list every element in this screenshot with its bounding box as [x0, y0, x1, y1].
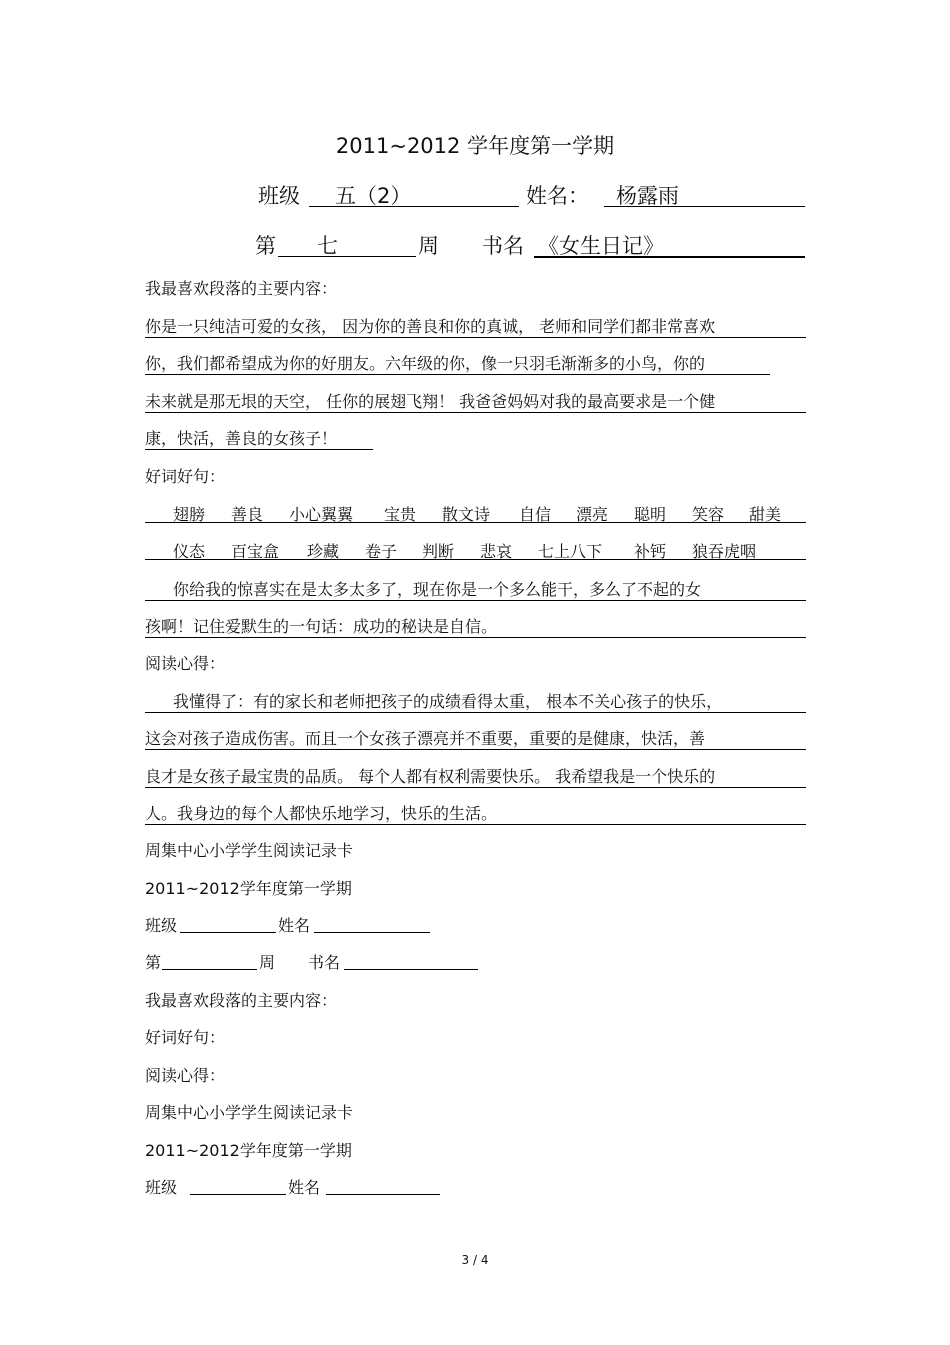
card1-term: 2011~2012学年度第一学期 — [145, 879, 352, 898]
card1-good-words-label: 好词好句： — [145, 1028, 226, 1047]
word: 自信 — [519, 505, 552, 524]
good-sentence-line: 你给我的惊喜实在是太多太多了，现在你是一个多么能干，多么了不起的女 — [145, 577, 806, 601]
card1-reflection-label: 阅读心得： — [145, 1066, 226, 1085]
card1-main-content-label: 我最喜欢段落的主要内容： — [145, 991, 338, 1010]
card1-week-label-post: 周 — [259, 953, 276, 972]
word: 仪态 — [173, 542, 206, 561]
card2-class-blank[interactable] — [190, 1194, 286, 1195]
week-label-pre: 第 — [255, 234, 276, 258]
word: 聪明 — [634, 505, 667, 524]
card1-week-label-pre: 第 — [145, 953, 162, 972]
card1-week-blank[interactable] — [162, 969, 257, 970]
word: 翅膀 — [173, 505, 206, 524]
card2-term: 2011~2012学年度第一学期 — [145, 1141, 352, 1160]
reflection-label: 阅读心得： — [145, 654, 226, 673]
word: 悲哀 — [480, 542, 513, 561]
class-label: 班级 — [258, 184, 300, 208]
word: 甜美 — [749, 505, 782, 524]
card1-book-blank[interactable] — [344, 969, 478, 970]
word: 卷子 — [365, 542, 398, 561]
card1-name-label: 姓名 — [278, 916, 311, 935]
reflection-line: 这会对孩子造成伤害。而且一个女孩子漂亮并不重要，重要的是健康，快活，善 — [145, 726, 806, 750]
card2-name-label: 姓名 — [288, 1178, 321, 1197]
word: 补钙 — [634, 542, 667, 561]
good-words-label: 好词好句： — [145, 467, 226, 486]
word: 笑容 — [692, 505, 725, 524]
word: 狼吞虎咽 — [692, 542, 757, 561]
main-content-line: 康，快活，善良的女孩子！ — [145, 426, 806, 450]
main-content-line: 未来就是那无垠的天空， 任你的展翅飞翔！ 我爸爸妈妈对我的最高要求是一个健 — [145, 389, 806, 413]
word: 小心翼翼 — [289, 505, 354, 524]
word: 珍藏 — [307, 542, 340, 561]
page-title: 2011~2012 学年度第一学期 — [335, 134, 615, 158]
word: 宝贵 — [384, 505, 417, 524]
word: 判断 — [422, 542, 455, 561]
card2-school-title: 周集中心小学学生阅读记录卡 — [145, 1103, 354, 1122]
card1-name-blank[interactable] — [314, 932, 430, 933]
book-label: 书名 — [482, 234, 524, 258]
name-value: 杨露雨 — [616, 184, 679, 208]
word: 七上八下 — [538, 542, 603, 561]
card1-school-title: 周集中心小学学生阅读记录卡 — [145, 841, 354, 860]
page-number: 3 / 4 — [461, 1253, 489, 1267]
word: 善良 — [231, 505, 264, 524]
card2-class-label: 班级 — [145, 1178, 178, 1197]
word: 百宝盒 — [231, 542, 280, 561]
word: 散文诗 — [442, 505, 491, 524]
card2-name-blank[interactable] — [326, 1194, 440, 1195]
week-label-post: 周 — [418, 234, 439, 258]
good-sentence-line: 孩啊！记住爱默生的一句话：成功的秘诀是自信。 — [145, 614, 806, 638]
book-value: 《女生日记》 — [538, 234, 664, 258]
card1-book-label: 书名 — [308, 953, 341, 972]
reflection-line: 人。我身边的每个人都快乐地学习，快乐的生活。 — [145, 801, 806, 825]
card1-class-blank[interactable] — [180, 932, 276, 933]
name-label: 姓名： — [526, 184, 589, 208]
week-value: 七 — [317, 234, 338, 258]
main-content-line: 你，我们都希望成为你的好朋友。六年级的你，像一只羽毛渐渐多的小鸟，你的 — [145, 351, 806, 375]
word: 漂亮 — [576, 505, 609, 524]
main-content-line: 你是一只纯洁可爱的女孩， 因为你的善良和你的真诚， 老师和同学们都非常喜欢 — [145, 314, 806, 338]
card1-class-label: 班级 — [145, 916, 178, 935]
class-value: 五（2） — [335, 184, 412, 208]
main-content-label: 我最喜欢段落的主要内容： — [145, 279, 338, 298]
week-underline — [278, 256, 416, 257]
reflection-line: 我懂得了：有的家长和老师把孩子的成绩看得太重， 根本不关心孩子的快乐， — [145, 689, 806, 713]
reflection-line: 良才是女孩子最宝贵的品质。 每个人都有权利需要快乐。 我希望我是一个快乐的 — [145, 764, 806, 788]
